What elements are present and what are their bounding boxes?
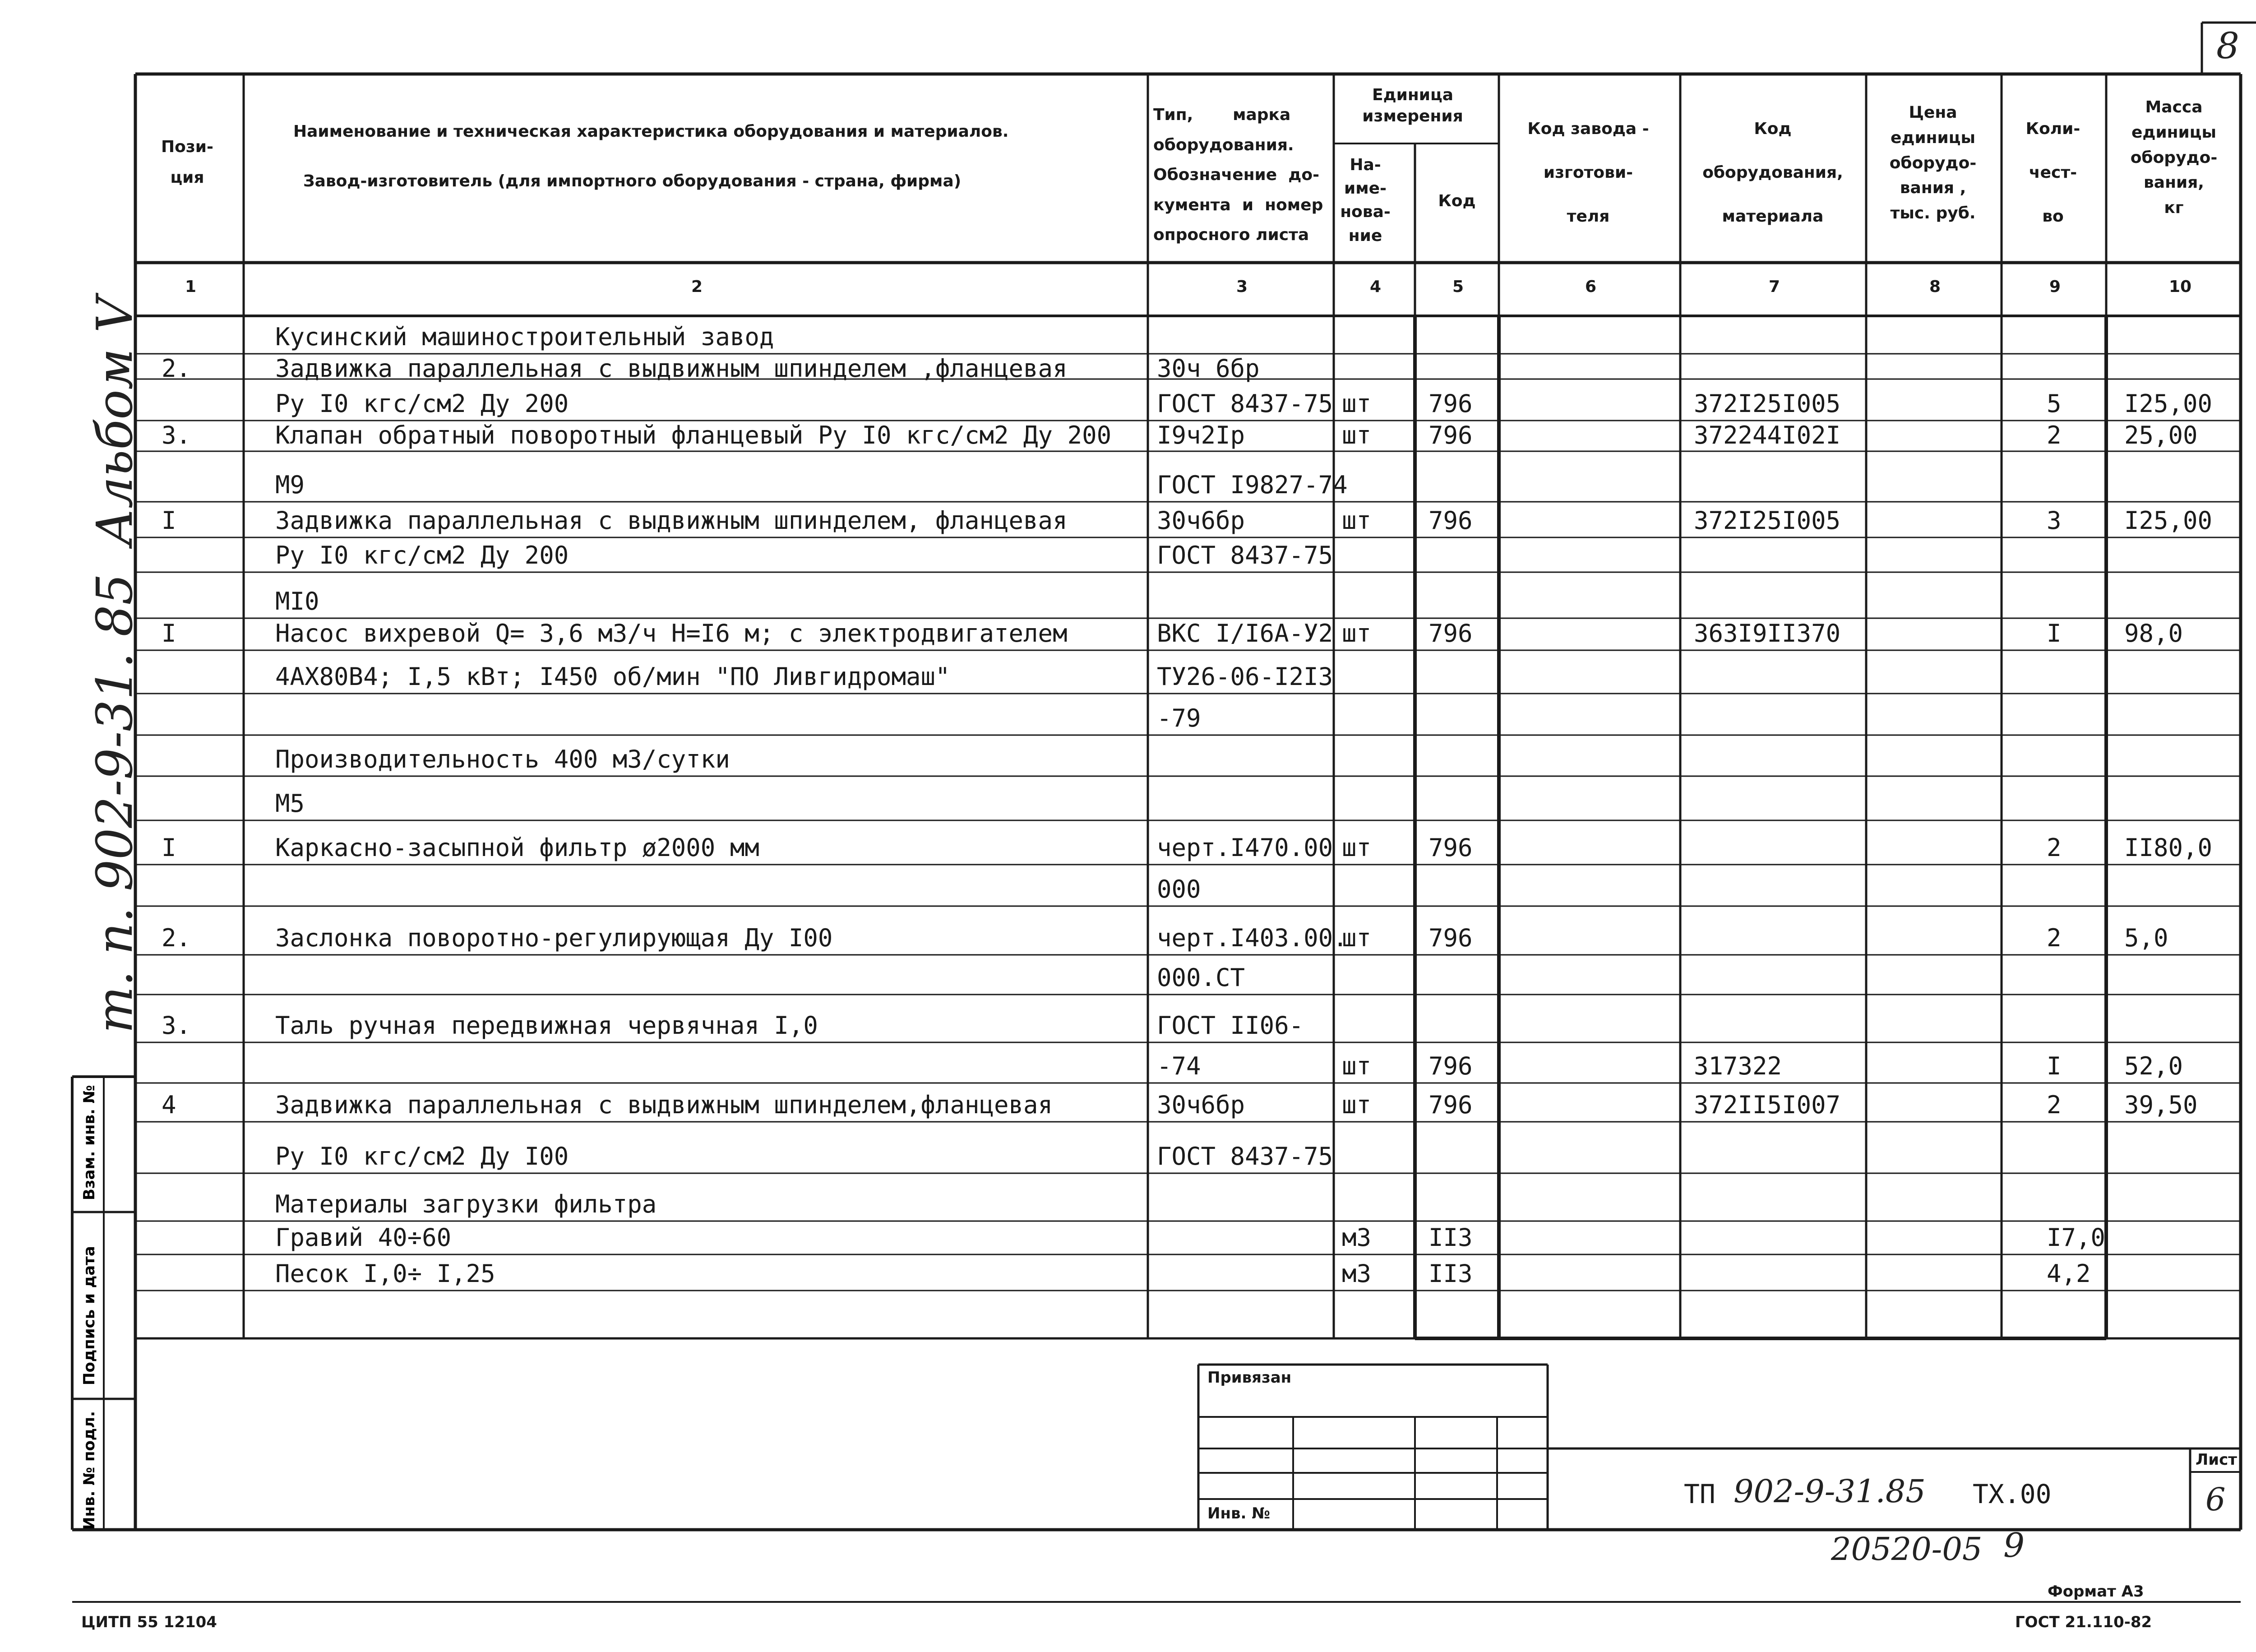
- cell-quantity: 5: [2047, 389, 2062, 418]
- cell-type: ГОСТ I9827-74: [1157, 471, 1348, 499]
- column-number: 7: [1769, 278, 1780, 296]
- cell-position: 3.: [162, 421, 191, 449]
- cell-name: Гравий 40÷60: [275, 1223, 452, 1252]
- cell-position: I: [162, 833, 176, 862]
- cell-mass: I25,00: [2124, 506, 2213, 535]
- cell-quantity: 2: [2047, 421, 2062, 449]
- cell-quantity: 2: [2047, 833, 2062, 862]
- cell-position: 3.: [162, 1011, 191, 1040]
- cell-position: I: [162, 619, 176, 648]
- header-unit-group: Единица измерения: [1362, 86, 1463, 125]
- column-number: 5: [1452, 278, 1464, 296]
- cell-unit-code: 796: [1428, 833, 1473, 862]
- cell-unit-code: II3: [1428, 1223, 1473, 1252]
- cell-mass: 39,50: [2124, 1091, 2198, 1119]
- cell-equipment-code: 372I25I005: [1694, 389, 1841, 418]
- stamp-inv-original: Инв. № подл.: [80, 1411, 98, 1530]
- cell-type: ГОСТ 8437-75: [1157, 1142, 1333, 1171]
- column-number: 4: [1370, 278, 1382, 296]
- gost-label: ГОСТ 21.110-82: [2015, 1613, 2152, 1631]
- cell-type: ГОСТ II06-: [1157, 1011, 1304, 1040]
- cell-name: М5: [275, 789, 305, 818]
- designation-tp: ТП: [1684, 1479, 1715, 1509]
- cell-unit-name: шт: [1342, 1052, 1372, 1080]
- cell-equipment-code: 363I9II370: [1694, 619, 1841, 648]
- cell-mass: 98,0: [2124, 619, 2183, 648]
- cell-type: -79: [1157, 704, 1201, 732]
- cell-unit-name: шт: [1342, 924, 1372, 952]
- column-number: 8: [1929, 278, 1941, 296]
- cell-name: Заслонка поворотно-регулирующая Ду I00: [275, 924, 833, 952]
- cell-position: 4: [162, 1091, 176, 1119]
- project-note: т. п. 902-9-31. 85: [86, 573, 143, 1033]
- cell-mass: I25,00: [2124, 389, 2213, 418]
- header-equipment-code: Код оборудования, материала: [1702, 120, 1843, 226]
- cell-equipment-code: 372I25I005: [1694, 506, 1841, 535]
- header-name-line1: Наименование и техническая характеристика оборудования и материалов.: [293, 122, 1009, 141]
- bound-label: Привязан: [1207, 1369, 1292, 1387]
- cell-mass: 25,00: [2124, 421, 2198, 449]
- cell-type: ГОСТ 8437-75: [1157, 541, 1333, 569]
- cell-unit-name: шт: [1342, 619, 1372, 648]
- cell-type: черт.I470.00: [1157, 833, 1333, 862]
- column-number: 6: [1585, 278, 1597, 296]
- sheet-label: Лист: [2196, 1451, 2237, 1469]
- column-number: 2: [691, 278, 703, 296]
- cell-equipment-code: 317322: [1694, 1052, 1782, 1080]
- header-name-line2: Завод-изготовитель (для импортного оборудования - страна, фирма): [303, 172, 962, 190]
- cell-unit-name: шт: [1342, 389, 1372, 418]
- corner-sheet-number: 8: [2216, 25, 2239, 67]
- cell-name: Ру I0 кгс/см2 Ду 200: [275, 389, 569, 418]
- cell-unit-code: 796: [1428, 506, 1473, 535]
- cell-type: I9ч2Iр: [1157, 421, 1245, 449]
- cell-equipment-code: 372244I02I: [1694, 421, 1841, 449]
- header-position: Пози- ция: [161, 138, 213, 187]
- cell-mass: 52,0: [2124, 1052, 2183, 1080]
- cell-type: 000: [1157, 875, 1201, 903]
- cell-type: 30ч 6бр: [1157, 354, 1260, 383]
- cell-unit-code: II3: [1428, 1259, 1473, 1288]
- column-number: 1: [185, 278, 197, 296]
- cell-name: Материалы загрузки фильтра: [275, 1190, 657, 1218]
- cell-position: 2.: [162, 354, 191, 383]
- format-label: Формат А3: [2048, 1583, 2144, 1601]
- cell-type: 30ч6бр: [1157, 506, 1245, 535]
- designation-number: 902-9-31.85: [1734, 1473, 1926, 1510]
- header-factory-code: Код завода - изготови- теля: [1527, 120, 1649, 226]
- cell-name: Задвижка параллельная с выдвижным шпинделем, фланцевая: [275, 506, 1068, 535]
- cell-name: Каркасно-засыпной фильтр ø2000 мм: [275, 833, 759, 862]
- cell-unit-name: шт: [1342, 833, 1372, 862]
- column-number: 9: [2049, 278, 2061, 296]
- cell-name: Ру I0 кгс/см2 Ду 200: [275, 541, 569, 569]
- cell-name: 4АХ80В4; I,5 кВт; I450 об/мин "ПО Ливгидромаш": [275, 662, 950, 691]
- cell-name: Кусинский машиностроительный завод: [275, 323, 774, 351]
- cell-position: 2.: [162, 924, 191, 952]
- column-number: 3: [1236, 278, 1248, 296]
- cell-unit-name: м3: [1342, 1259, 1372, 1288]
- header-type: Тип, марка оборудования. Обозначение до- кумента и номер опросного листа: [1153, 106, 1323, 245]
- cell-quantity: 3: [2047, 506, 2062, 535]
- designation-suffix: ТХ.00: [1973, 1479, 2052, 1509]
- header-price: Цена единицы оборудо- вания , тыс. руб.: [1889, 103, 1977, 223]
- cell-position: I: [162, 506, 176, 535]
- sheet-number: 6: [2205, 1481, 2226, 1518]
- cell-quantity: 2: [2047, 924, 2062, 952]
- stamp-inv-replace: Взам. инв. №: [80, 1085, 98, 1200]
- cell-name: Клапан обратный поворотный фланцевый Ру I0 кгс/см2 Ду 200: [275, 421, 1112, 449]
- header-unit-code: Код: [1438, 192, 1476, 210]
- cell-unit-code: 796: [1428, 619, 1473, 648]
- inventory-label: Инв. №: [1207, 1504, 1271, 1522]
- cell-type: 30ч6бр: [1157, 1091, 1245, 1119]
- cell-unit-code: 796: [1428, 421, 1473, 449]
- header-unit-name: На- име- нова- ние: [1340, 156, 1391, 245]
- cell-unit-code: 796: [1428, 924, 1473, 952]
- column-number: 10: [2169, 278, 2192, 296]
- cell-name: М9: [275, 471, 305, 499]
- cell-type: 000.СТ: [1157, 963, 1245, 992]
- cell-name: Насос вихревой Q= 3,6 м3/ч Н=I6 м; с электродвигателем: [275, 619, 1068, 648]
- archive-number: 20520-05: [1831, 1531, 1983, 1568]
- cell-unit-name: м3: [1342, 1223, 1372, 1252]
- cell-quantity: I7,0: [2047, 1223, 2106, 1252]
- cell-type: ВКС I/I6А-У2: [1157, 619, 1333, 648]
- cell-unit-code: 796: [1428, 389, 1473, 418]
- archive-sheet: 9: [2003, 1526, 2025, 1565]
- cell-name: Песок I,0÷ I,25: [275, 1259, 495, 1288]
- ctip-label: ЦИТП 55 12104: [81, 1613, 217, 1631]
- cell-unit-name: шт: [1342, 421, 1372, 449]
- cell-mass: II80,0: [2124, 833, 2213, 862]
- album-note: Альбом V: [86, 296, 143, 546]
- cell-name: Задвижка параллельная с выдвижным шпинделем ,фланцевая: [275, 354, 1068, 383]
- cell-type: ГОСТ 8437-75: [1157, 389, 1333, 418]
- cell-unit-code: 796: [1428, 1091, 1473, 1119]
- cell-name: МI0: [275, 587, 319, 615]
- cell-quantity: 4,2: [2047, 1259, 2091, 1288]
- cell-unit-name: шт: [1342, 506, 1372, 535]
- header-mass: Масса единицы оборудо- вания, кг: [2130, 98, 2218, 217]
- cell-quantity: I: [2047, 1052, 2062, 1080]
- cell-type: черт.I403.00.: [1157, 924, 1348, 952]
- stamp-sign-date: Подпись и дата: [80, 1246, 98, 1385]
- cell-name: Задвижка параллельная с выдвижным шпинделем,фланцевая: [275, 1091, 1053, 1119]
- cell-unit-name: шт: [1342, 1091, 1372, 1119]
- cell-unit-code: 796: [1428, 1052, 1473, 1080]
- cell-name: Ру I0 кгс/см2 Ду I00: [275, 1142, 569, 1171]
- header-quantity: Коли- чест- во: [2025, 120, 2080, 226]
- cell-equipment-code: 372II5I007: [1694, 1091, 1841, 1119]
- cell-mass: 5,0: [2124, 924, 2168, 952]
- cell-name: Таль ручная передвижная червячная I,0: [275, 1011, 818, 1040]
- cell-type: -74: [1157, 1052, 1201, 1080]
- cell-quantity: I: [2047, 619, 2062, 648]
- cell-name: Производительность 400 м3/сутки: [275, 745, 730, 773]
- cell-quantity: 2: [2047, 1091, 2062, 1119]
- cell-type: ТУ26-06-I2I3: [1157, 662, 1333, 691]
